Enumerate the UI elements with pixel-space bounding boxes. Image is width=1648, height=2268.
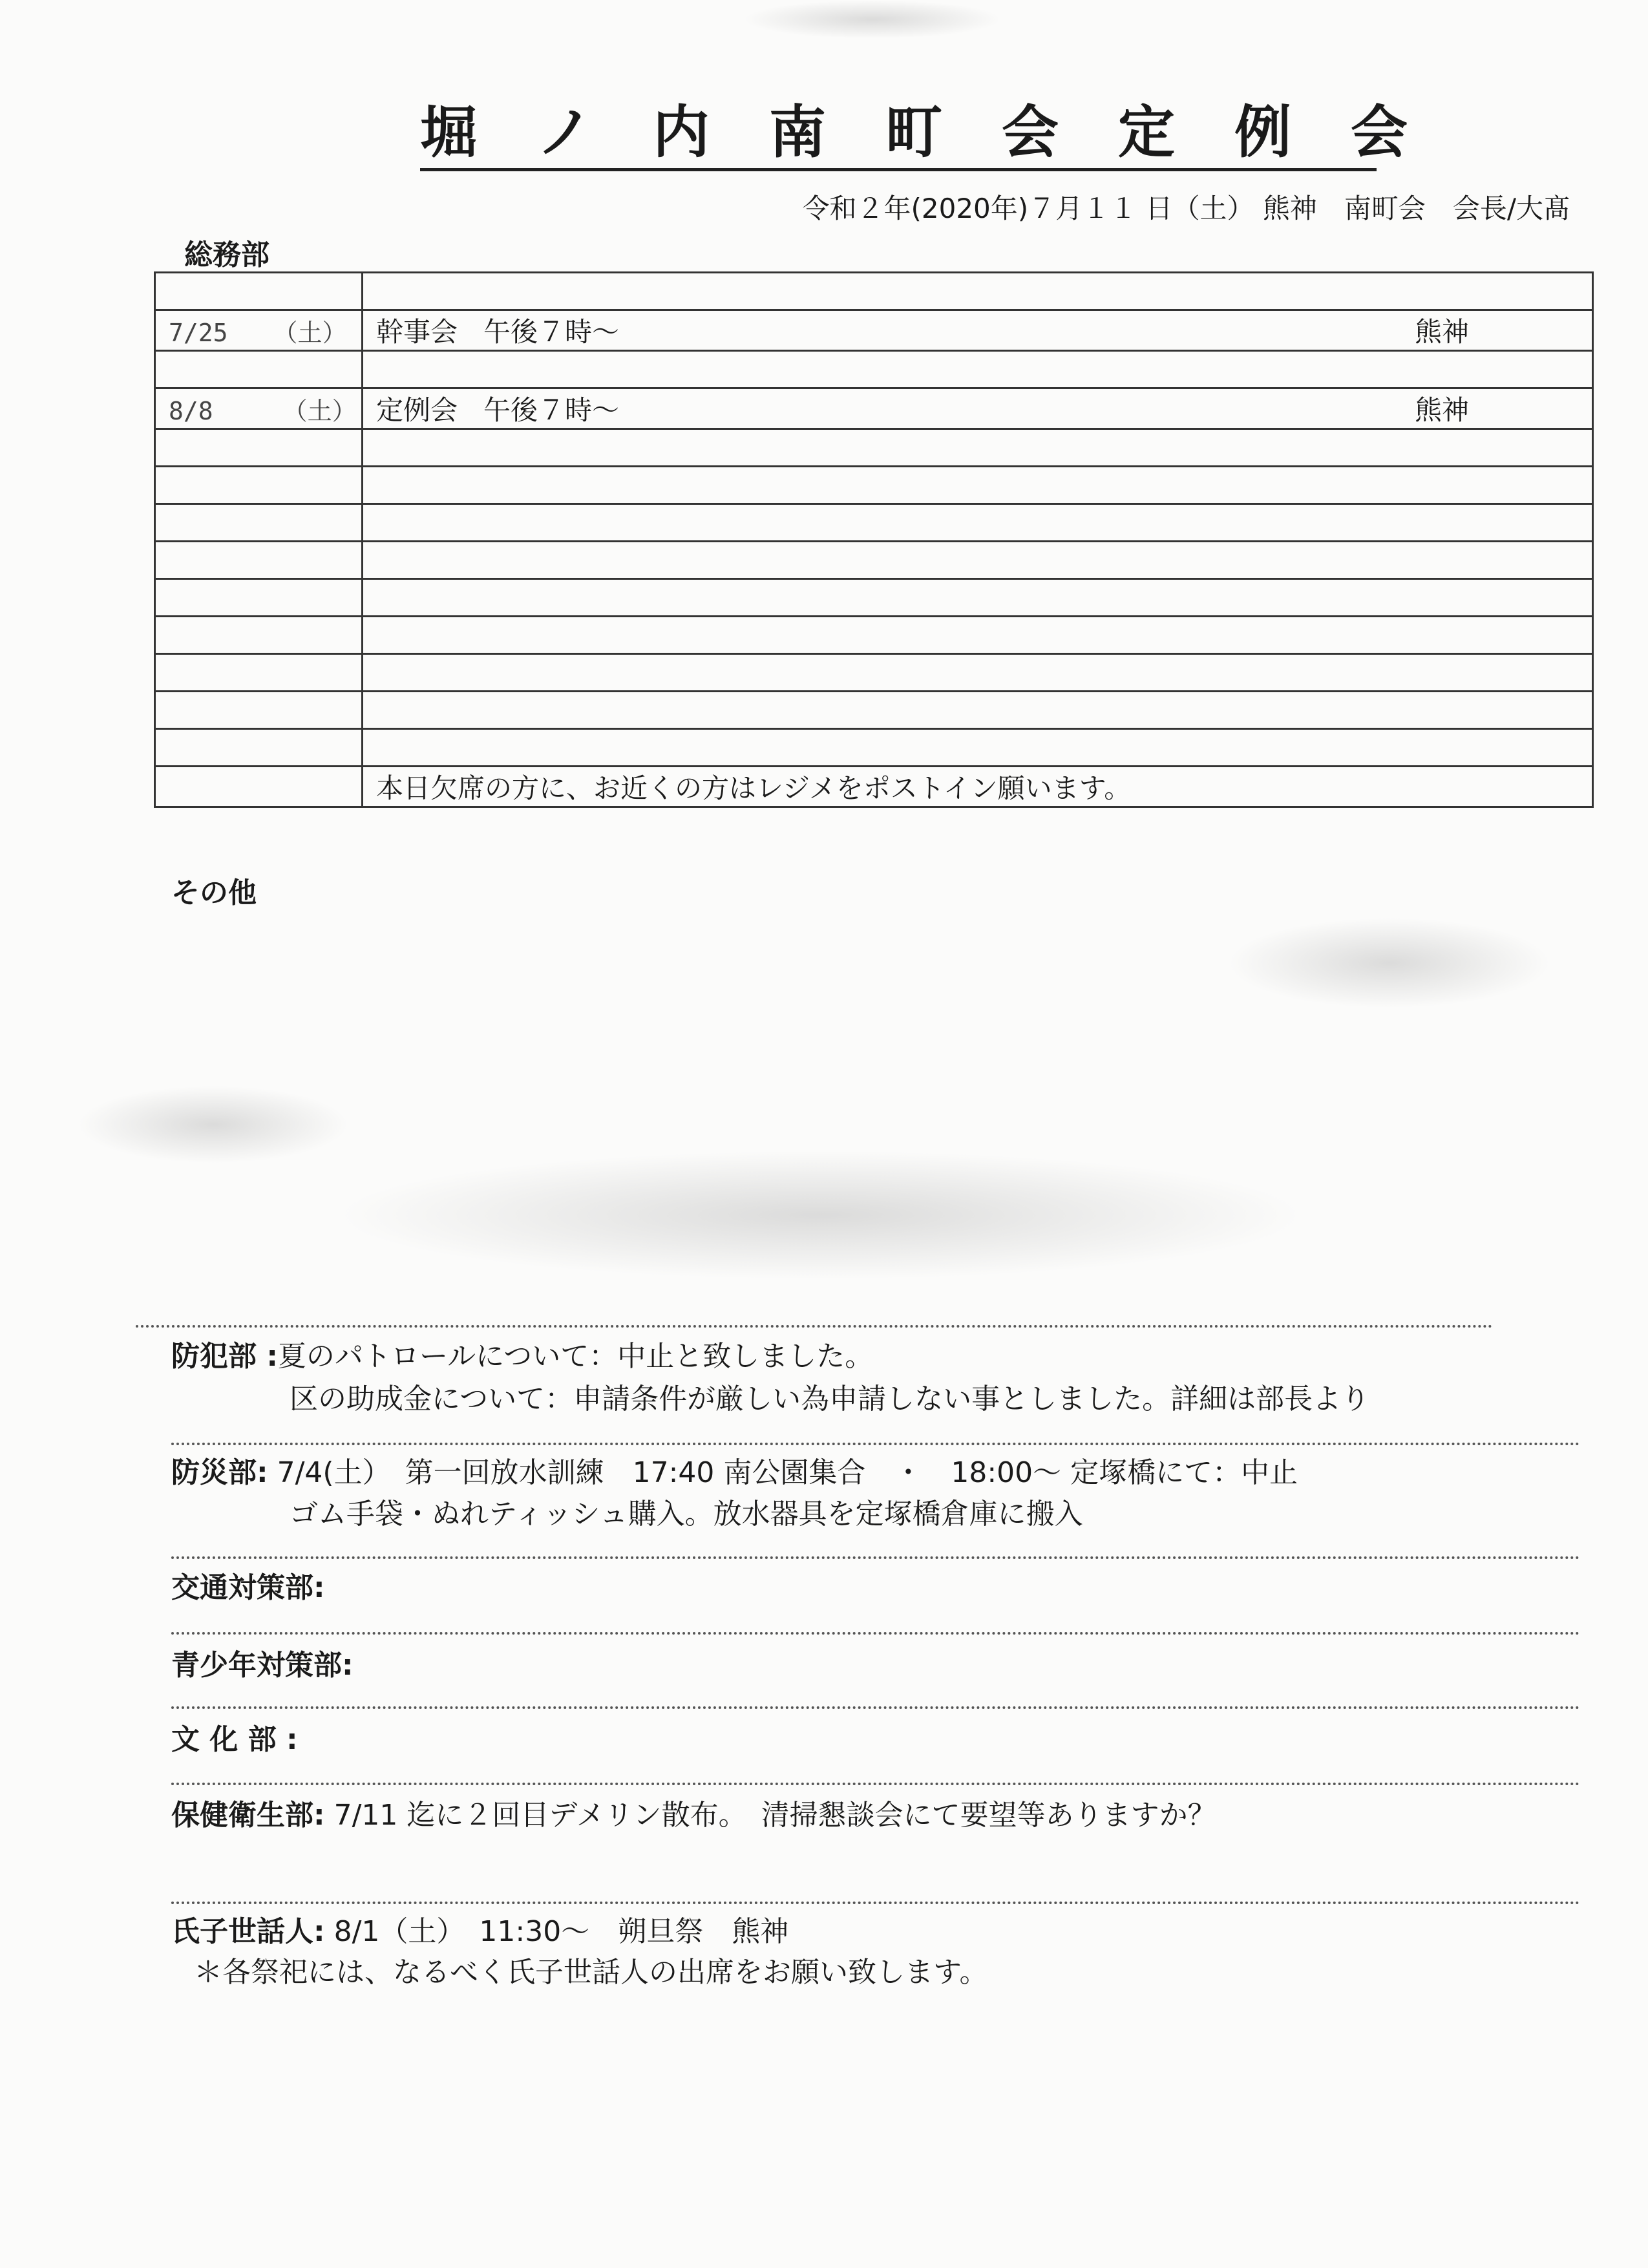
meeting-date-line: 令和２年(2020年)７月１１ 日（土） 熊神 南町会 会長/大髙	[802, 193, 1570, 224]
weekday-text: （土）	[282, 396, 357, 425]
event-cell	[363, 388, 1593, 429]
weekday-text: （土）	[273, 318, 347, 347]
event-cell	[363, 310, 1593, 351]
event-cell	[363, 429, 1593, 467]
event-cell	[363, 351, 1593, 388]
event-cell	[363, 692, 1593, 729]
table-row	[155, 579, 1593, 617]
event-cell	[363, 617, 1593, 654]
event-text: 定例会	[376, 394, 458, 426]
date-cell	[155, 467, 363, 504]
table-row	[155, 429, 1593, 467]
date-cell	[155, 692, 363, 729]
kotsu-label: 交通対策部:	[171, 1571, 325, 1604]
divider	[171, 1902, 1580, 1904]
date-cell	[155, 767, 363, 807]
table-row	[155, 542, 1593, 579]
date-cell	[155, 617, 363, 654]
other-label: その他	[171, 876, 257, 909]
ujiko-label: 氏子世話人:	[171, 1915, 325, 1948]
date-cell	[155, 429, 363, 467]
ujiko-row	[171, 1908, 788, 1949]
date-cell	[155, 273, 363, 310]
divider	[171, 1556, 1580, 1559]
ujiko-line2: ＊各祭祀には、なるべく氏子世話人の出席をお願い致します。	[194, 1956, 988, 1989]
table-row	[155, 310, 1593, 351]
bunka-label: 文 化 部 :	[171, 1723, 298, 1756]
bosai-line1: 7/4(土） 第一回放水訓練 17:40 南公園集合 ・ 18:00～ 定塚橋にて：中止	[277, 1456, 1298, 1489]
date-text: 7/25	[169, 318, 228, 347]
event-cell	[363, 467, 1593, 504]
bunka-row	[171, 1716, 298, 1757]
table-row	[155, 273, 1593, 310]
hoken-row	[171, 1792, 1216, 1833]
table-row	[155, 617, 1593, 654]
divider	[136, 1325, 1493, 1328]
hoken-label: 保健衛生部:	[171, 1799, 325, 1832]
event-cell	[363, 504, 1593, 542]
date-cell	[155, 388, 363, 429]
event-text: 本日欠席の方に、お近くの方はレジメをポストイン願います。	[376, 772, 1132, 804]
table-row	[155, 467, 1593, 504]
bosai-row	[171, 1449, 1298, 1490]
kotsu-row	[171, 1564, 325, 1606]
seishonen-label: 青少年対策部:	[171, 1649, 354, 1682]
date-cell	[155, 579, 363, 617]
table-row	[155, 654, 1593, 692]
table-row	[155, 692, 1593, 729]
hoken-line1: 7/11 迄に２回目デメリン散布。 清掃懇談会にて要望等ありますか？	[333, 1799, 1216, 1832]
ujiko-line1: 8/1（土） 11:30～ 朔旦祭 熊神	[333, 1915, 789, 1948]
bohan-row	[171, 1333, 873, 1374]
event-text: 幹事会	[376, 316, 458, 348]
scan-smudge	[78, 1086, 349, 1163]
bosai-label: 防災部:	[171, 1456, 268, 1489]
scan-smudge	[743, 0, 1002, 39]
page-title: 堀ノ内南町会定例会	[420, 97, 1377, 171]
divider	[171, 1443, 1580, 1445]
event-cell	[363, 579, 1593, 617]
date-cell	[155, 310, 363, 351]
bohan-line1: 夏のパトロールについて：中止と致しました。	[277, 1340, 874, 1373]
event-cell	[363, 729, 1593, 767]
divider	[171, 1783, 1580, 1785]
date-cell	[155, 542, 363, 579]
date-cell	[155, 504, 363, 542]
scan-smudge	[1228, 918, 1551, 1008]
soumu-schedule-table	[154, 271, 1594, 808]
date-text: 8/8	[169, 396, 213, 425]
table-row	[155, 767, 1593, 807]
bohan-line2: 区の助成金について：申請条件が厳しい為申請しない事としました。詳細は部長より	[290, 1383, 1370, 1415]
table-row	[155, 388, 1593, 429]
place-text: 熊神	[1414, 394, 1469, 426]
date-cell	[155, 654, 363, 692]
seishonen-row	[171, 1642, 354, 1683]
event-cell	[363, 654, 1593, 692]
event-cell	[363, 542, 1593, 579]
event-cell	[363, 273, 1593, 310]
date-cell	[155, 729, 363, 767]
soumu-label: 総務部	[184, 238, 269, 271]
table-row	[155, 729, 1593, 767]
bosai-line2: ゴム手袋・ぬれティッシュ購入。放水器具を定塚橋倉庫に搬入	[290, 1498, 1083, 1531]
bohan-label: 防犯部 :	[171, 1340, 278, 1373]
time-text: 午後７時～	[483, 394, 620, 426]
date-cell	[155, 351, 363, 388]
divider	[171, 1632, 1580, 1635]
divider	[171, 1706, 1580, 1709]
table-row	[155, 504, 1593, 542]
place-text: 熊神	[1414, 316, 1469, 348]
scan-smudge	[336, 1150, 1305, 1280]
time-text: 午後７時～	[483, 316, 620, 348]
table-row	[155, 351, 1593, 388]
event-cell	[363, 767, 1593, 807]
